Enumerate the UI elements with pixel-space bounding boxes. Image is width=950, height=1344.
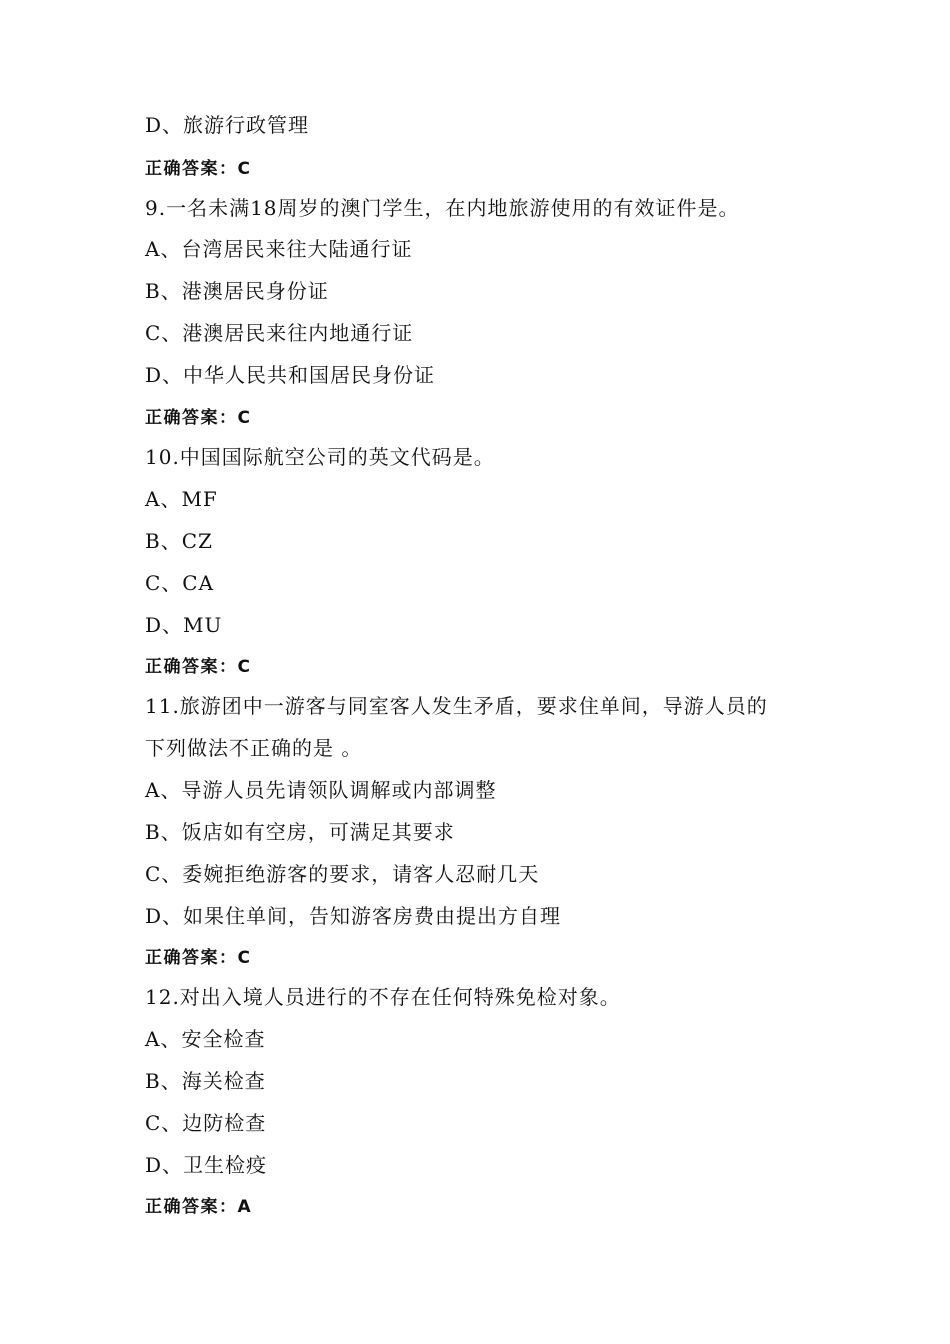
option-10-a: A、MF [145, 487, 218, 511]
option-10-c: C、CA [145, 571, 215, 595]
option-12-c: C、边防检查 [145, 1111, 267, 1135]
option-11-a: A、导游人员先请领队调解或内部调整 [145, 778, 497, 802]
option-9-c: C、港澳居民来往内地通行证 [145, 321, 414, 345]
question-10: 10.中国国际航空公司的英文代码是。 [145, 445, 495, 469]
option-11-d: D、如果住单间，告知游客房费由提出方自理 [145, 904, 562, 928]
question-12: 12.对出入境人员进行的不存在任何特殊免检对象。 [145, 985, 621, 1009]
option-10-b: B、CZ [145, 529, 213, 553]
question-9: 9.一名未满18周岁的澳门学生，在内地旅游使用的有效证件是。 [145, 196, 740, 220]
option-8-d: D、旅游行政管理 [145, 113, 310, 137]
answer-8: 正确答案：C [145, 159, 252, 179]
option-9-a: A、台湾居民来往大陆通行证 [145, 237, 413, 261]
option-9-b: B、港澳居民身份证 [145, 279, 329, 303]
answer-11: 正确答案：C [145, 948, 252, 968]
option-12-a: A、安全检查 [145, 1027, 266, 1051]
option-11-b: B、饭店如有空房，可满足其要求 [145, 820, 455, 844]
question-11: 11.旅游团中一游客与同室客人发生矛盾，要求住单间，导游人员的 [145, 694, 768, 718]
question-11-continued: 下列做法不正确的是 。 [145, 736, 363, 760]
answer-12: 正确答案：A [145, 1197, 253, 1217]
option-11-c: C、委婉拒绝游客的要求，请客人忍耐几天 [145, 862, 540, 886]
answer-10: 正确答案：C [145, 657, 252, 677]
option-12-d: D、卫生检疫 [145, 1153, 268, 1177]
answer-9: 正确答案：C [145, 408, 252, 428]
option-9-d: D、中华人民共和国居民身份证 [145, 363, 436, 387]
option-10-d: D、MU [145, 613, 223, 637]
option-12-b: B、海关检查 [145, 1069, 266, 1093]
